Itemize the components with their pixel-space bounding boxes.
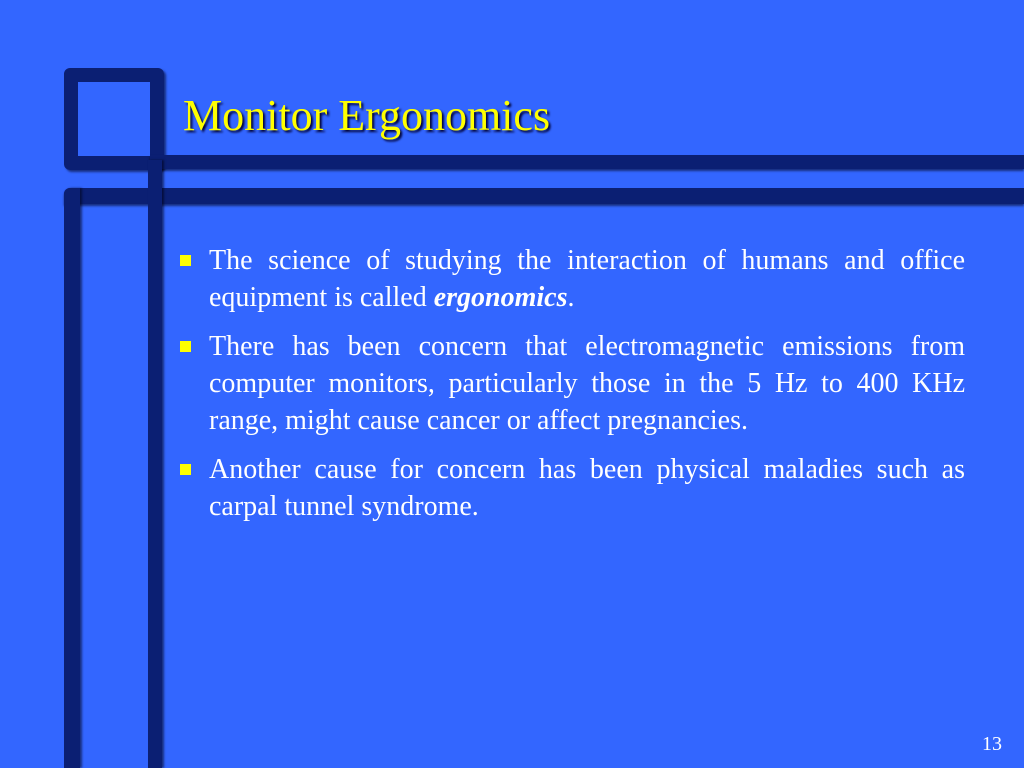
decorative-frame-square-fill [78,82,150,156]
bullet-text: The science of studying the interaction of humans and office equipment is called [209,245,965,313]
bullet-text: There has been concern that electromagnetic emissions from computer monitors, particularly those in the 5 Hz to 400 KHz range, might cause cancer or affect pregnancies. [209,331,965,436]
bullet-item [178,242,965,316]
bullet-item [178,328,965,439]
title-underline-rule [150,155,1024,169]
body-frame-top-rule [64,188,1024,204]
body-frame-left-rule [64,188,80,768]
bullet-list [178,242,965,537]
yellow-square-bullet-icon [180,464,191,475]
slide-title: Monitor Ergonomics [183,91,551,140]
yellow-square-bullet-icon [180,341,191,352]
page-number: 13 [982,733,1002,755]
yellow-square-bullet-icon [180,255,191,266]
bullet-text: Another cause for concern has been physical maladies such as carpal tunnel syndrome. [209,454,965,522]
vertical-frame-rule [148,160,162,768]
bullet-text-end: . [567,282,575,313]
bullet-item [178,451,965,525]
bullet-emphasis-term: ergonomics [433,282,568,313]
